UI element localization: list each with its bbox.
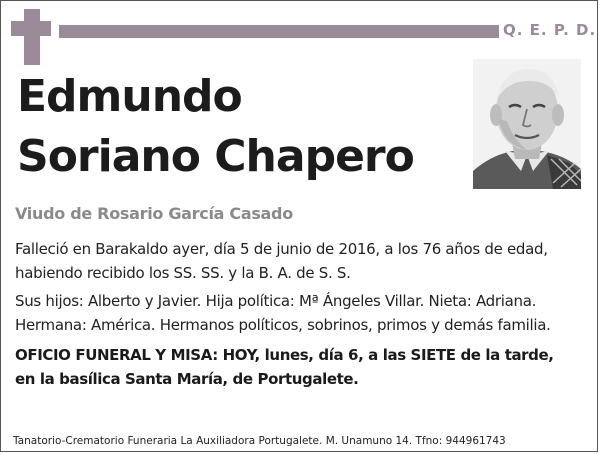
- qepd-label: Q. E. P. D.: [503, 21, 597, 39]
- death-line-2: habiendo recibido los SS. SS. y la B. A. de S. S.: [15, 264, 351, 282]
- family-line-2: Hermana: América. Hermanos políticos, sobrinos, primos y demás familia.: [15, 316, 551, 334]
- cross-vertical-bar: [24, 9, 40, 65]
- funeral-home-footer: Tanatorio-Crematorio Funeraria La Auxiliadora Portugalete. M. Unamuno 14. Tfno: 944961743: [13, 435, 506, 447]
- family-line-1: Sus hijos: Alberto y Javier. Hija política: Mª Ángeles Villar. Nieta: Adriana.: [15, 292, 537, 310]
- widower-of: Viudo de Rosario García Casado: [15, 204, 293, 223]
- deceased-photo: [473, 59, 581, 189]
- name-first-line: Edmundo: [17, 71, 242, 122]
- cross-horizontal-bar: [11, 21, 51, 36]
- header-rule: [59, 25, 499, 38]
- funeral-line-2: en la basílica Santa María, de Portugalete.: [15, 370, 359, 388]
- deceased-name: [17, 67, 457, 187]
- death-line-1: Falleció en Barakaldo ayer, día 5 de junio de 2016, a los 76 años de edad,: [15, 240, 548, 258]
- death-paragraph: [15, 237, 587, 285]
- funeral-line-1: OFICIO FUNERAL Y MISA: HOY, lunes, día 6, a las SIETE de la tarde,: [15, 346, 554, 364]
- family-paragraph: [15, 289, 587, 337]
- funeral-paragraph: [15, 343, 587, 391]
- name-second-line: Soriano Chapero: [17, 131, 414, 182]
